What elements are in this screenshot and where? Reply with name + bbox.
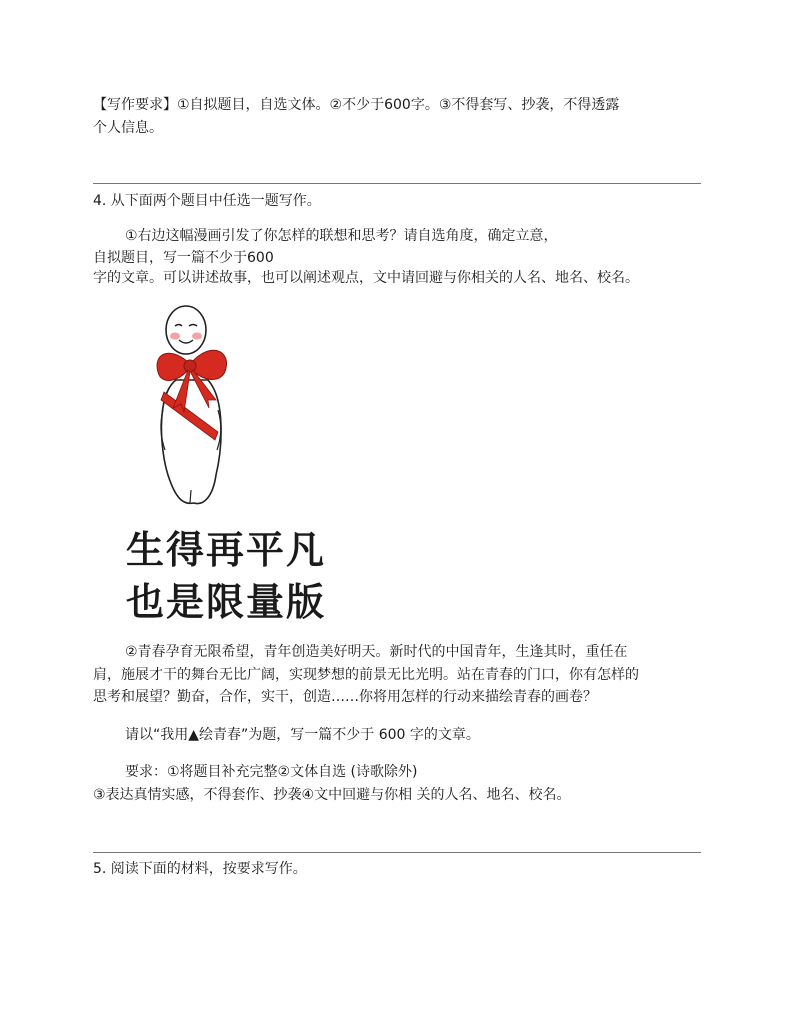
option-2-requirements-line-1: 要求：①将题目补充完整②文体自选 (诗歌除外): [125, 764, 418, 780]
option-1-line-2: 自拟题目，写一篇不少于600: [93, 250, 274, 266]
cartoon-caption-line-2: 也是限量版: [126, 580, 327, 624]
writing-requirements-line-1: 【写作要求】①自拟题目，自选文体。②不少于600字。③不得套写、抄袭，不得透露: [93, 97, 620, 113]
option-1-line-3: 字的文章。可以讲述故事，也可以阐述观点，文中请回避与你相关的人名、地名、校名。: [93, 270, 639, 286]
cartoon-illustration: [118, 300, 328, 630]
option-2-prompt: 请以“我用▲绘青春”为题，写一篇不少于 600 字的文章。: [125, 727, 480, 743]
question-5-heading: 5. 阅读下面的材料，按要求写作。: [93, 861, 307, 877]
section-divider: [93, 183, 701, 184]
question-4-heading: 4. 从下面两个题目中任选一题写作。: [93, 193, 321, 209]
option-2-line-1: ②青春孕育无限希望，青年创造美好明天。新时代的中国青年，生逢其时，重任在: [125, 644, 628, 660]
section-divider: [93, 852, 701, 853]
option-2-line-2: 肩，施展才干的舞台无比广阔，实现梦想的前景无比光明。站在青春的门口，你有怎样的: [93, 667, 639, 683]
option-2-requirements-line-2: ③表达真情实感，不得套作、抄袭④文中回避与你相 关的人名、地名、校名。: [93, 787, 571, 803]
option-1-line-1: ①右边这幅漫画引发了你怎样的联想和思考？请自选角度，确定立意，: [125, 228, 558, 244]
cartoon-caption-line-1: 生得再平凡: [126, 528, 327, 572]
writing-requirements-line-2: 个人信息。: [93, 120, 163, 136]
option-2-line-3: 思考和展望？勤奋，合作，实干，创造……你将用怎样的行动来描绘青春的画卷？: [93, 689, 597, 705]
